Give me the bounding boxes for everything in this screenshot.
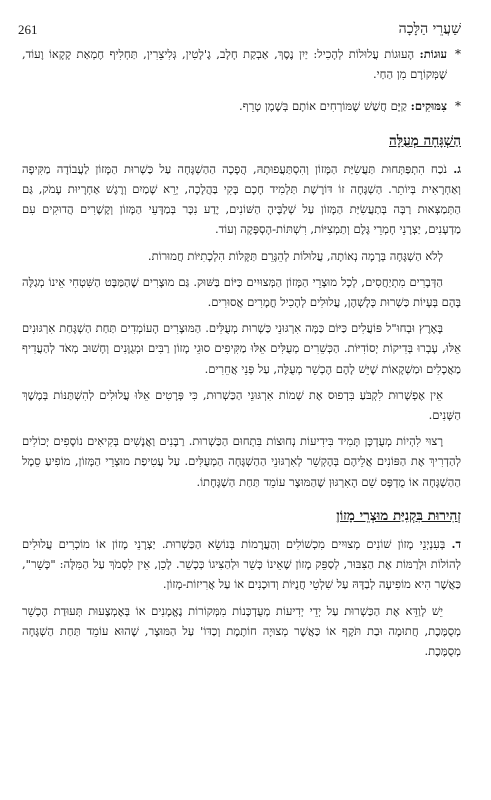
paragraph: יֵשׁ לְוַדֵּא אֶת הַכַּשְׁרוּת עַל יְדֵי יְדִיעוֹת מְעֻדְכָּנוֹת מִמְּקוֹרוֹת נֶאֱמָנִים אוֹ בְּאֶמְצָעוּת תְּעוּדַת הֶכְשֵׁר מְסֻמֶּכֶת, חֲתוּמָה וּבַת תֹּקֶף אוֹ כַּאֲשֶׁר מְצוּיָה חוֹתֶמֶת וְכַדּוֹ' עַל הַמּוּצָר, שֶׁהוּא עוֹמֵד תַּחַת הַשְׁגָּחָה מְסֻמֶּכֶת. [22, 603, 461, 659]
paragraph-text: נֹכַח הִתְפַּתְּחוּת תַּעֲשִׂיַּת הַמָּזוֹן וְהִסְתַּעֲפוּתָהּ, הֲפָכָה הַהַשְׁגָּחָה עַל כַּשְׁרוּת הַמָּזוֹן לַעֲבוֹדָה מַקִּיפָה וְאַחְרָאִית בְּיוֹתֵר. הַשְׁגָּחָה זוֹ דּוֹרֶשֶׁת תַּלְמִיד חָכָם בָּקִי בַּהֲלָכָה, יְרֵא שָׁמַיִם וְרֶגֶשׁ אַחְרָיוּת עָמֹק, גַּם הַתְּמַצְּאוּת רַבָּה בְּתַעֲשִׂיַּת הַמָּזוֹן עַל שְׁלַבֶּיהָ הַשּׁוֹנִים, יֶדַע נִכָּר בְּמַדָּעֵי הַמָּזוֹן וְקֶשֶׁרִים הֲדוּקִים עִם מַדְעָנִים, יַצְרָנֵי חָמְרֵי גֶּלֶם וְתַמְצִיּוֹת, רִשְׁתּוֹת-הָסְפָּקָה וְעוֹד. [22, 161, 461, 237]
book-title: שַׁעֲרֵי הַלָּכָה [398, 21, 461, 37]
list-item [22, 44, 461, 84]
paragraph: בָּאָרֶץ וּבְחוּ"ל פּוֹעֲלִים כַּיּוֹם כַּמָּה אִרְגּוּנֵי כַּשְׁרוּת מְעֻלִּים. הַמּוּצָרִים הָעוֹמְדִים תַּחַת הַשְׁגָּחַת אִרְגּוּנִים אֵלּוּ, עָבְרוּ בְּדִיקוֹת יְסוֹדִיּוֹת. הַכְּשֵׁרִים מְעֻלִּים אֵלּוּ מַקִּיפִים סוּגֵי מָזוֹן רַבִּים וּמְגֻוָּנִים וְחָשׁוּב מְאֹד לְהַעֲדִיף מַאֲכָלִים וּמַשְׁקָאוֹת שֶׁיֵּשׁ לָהֶם הֶכְשֵׁר מְעֻלֶּה, עַל פְּנֵי אֲחֵרִים. [22, 321, 461, 376]
bullet-text: הָעוּגוֹת עֲלוּלוֹת לְהָכִיל: יַיִן נֶסֶךְ, אַבְקַת חָלָב, גֶ'לָטִין, גְּלִיצֵרִין, תַּחְלִיף חֶמְאַת קָקָאוֹ וָעוֹד, שֶׁמְּקוֹרָם מִן הַחַי. [22, 47, 447, 82]
paragraph: הַדְּבָרִים מִתְיַחֲסִים, לְכָל מוּצְרֵי הַמָּזוֹן הַמְּצוּיִים כַּיּוֹם בַּשּׁוּק. גַּם מוּצָרִים שֶׁהַמַּבָּט הַשִּׁטְחִי אֵינוֹ מְגַלֶּה בָּהֶם בְּעָיוֹת כַּשְׁרוּת כְּלָשְׁהֶן, עֲלוּלִים לְהָכִיל חֳמָרִים אֲסוּרִים. [22, 274, 461, 310]
section-heading: הַשְׁגָּחָה מְעֻלָּה [389, 132, 461, 149]
bullet-term: צִמּוּקִים: [410, 99, 447, 114]
section-heading: זְהִירוּת בִּקְנִיַּת מוּצְרֵי מָזוֹן [336, 507, 461, 524]
paragraph-text: בְּעִנְיְנֵי מָזוֹן שׁוֹנִים מְצוּיִים מִכְשׁוֹלִים וְהַעֲרָמוֹת בְּנוֹשֵׂא הַכַּשְׁרוּת. יַצְרָנֵי מָזוֹן אוֹ מוֹכְרִים עֲלוּלִים לְהוֹלוֹת וּלְרַמּוֹת אֶת הַצִּבּוּר, לְסַפֵּק מָזוֹן שֶׁאֵינוֹ כָּשֵׁר וּלְהַצִּיגוֹ כְּכָשֵׁר. לָכֵן, אֵין לִסְמֹךְ עַל הַמִּלָּה: "כָּשֵׁר", כַּאֲשֶׁר הִיא מוֹפִיעָה לְבַדָּהּ עַל שִׁלְטֵי חֲנֻיּוֹת וְדוּכָנִים אוֹ עַל אֲרִיזוֹת-מָזוֹן. [22, 537, 461, 592]
page-number: 261 [18, 22, 38, 37]
paragraph: לְלֹא הַשְׁגָּחָה בְּרָמָה נְאוֹתָה, עֲלוּלוֹת לְהֵגָּרֵם תַּקָּלוֹת הִלְכָתִיּוֹת חֲמוּרוֹת. [147, 248, 443, 263]
running-head [18, 14, 461, 38]
paragraph [22, 159, 461, 240]
bullet-text: קַיָּם חֲשַׁשׁ שֶׁמּוֹרְחִים אוֹתָם בְּשֶׁמֶן טָרֵף. [239, 99, 411, 114]
paragraph [22, 534, 461, 595]
bullet-term: עוּגוֹת: [419, 47, 447, 61]
list-item [22, 96, 461, 116]
page-body [22, 44, 461, 667]
paragraph-marker: ד. [451, 537, 461, 552]
paragraph: אֵין אֶפְשָׁרוּת לִקְבֹּעַ בִּדְפוּס אֶת שְׁמוֹת אִרְגּוּנֵי הַכַּשְׁרוּת, כִּי פְּרָטִים אֵלּוּ עֲלוּלִים לְהִשְׁתַּנּוֹת בְּמֶשֶׁךְ הַשָּׁנִים. [22, 387, 461, 423]
paragraph-marker: ג. [453, 161, 461, 176]
paragraph: רָצוּי לִהְיוֹת מְעֻדְכָּן תָּמִיד בִּידִיעוֹת נְחוּצוֹת בִּתְחוּם הַכַּשְׁרוּת. רַבָּנִים וַאֲנָשִׁים בְּקִיאִים נוֹסָפִים יְכוֹלִים לְהַדְרִיךְ אֶת הַפּוֹנִים אֲלֵיהֶם בְּהֶקְשֵׁר לְאִרְגּוּנֵי הַהַשְׁגָּחָה הַמְעֻלִּים. עַל עֲטִיפַת מוּצְרֵי הַמָּזוֹן, מוֹפִיעַ סֵמֶל הַהַשְׁגָּחָה אוֹ מֻדְפָּס שֵׁם הָאִרְגּוּן שֶׁהַמּוּצָר עוֹמֵד תַּחַת הַשְׁגָּחָתוֹ. [22, 434, 461, 489]
